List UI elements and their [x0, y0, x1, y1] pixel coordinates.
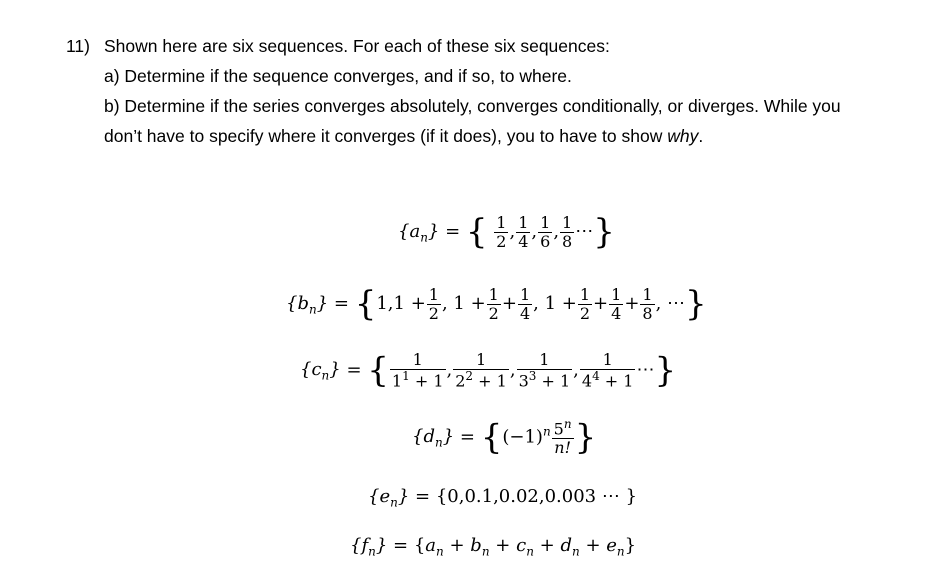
sequence-f: $\{f_n\} = \{a_n + b_n + c_n + d_n + e_n\}$ [350, 535, 637, 559]
problem-intro: Shown here are six sequences. For each of these six sequences: [104, 36, 610, 56]
sequence-c: $\{c_n\}$ = { $\frac{1}{1^1 + 1}$ , $\frac{1}{2^2 + 1}$ , $\frac{1}{3^3 + 1}$ , $\frac{1}{4^4 + 1}$ ⋯} [300, 350, 677, 391]
sequence-a: $\{a_n\}$ = { $\frac{1}{2}$ , $\frac{1}{4}$ , $\frac{1}{6}$ , $\frac{1}{8}$ ⋯} [398, 212, 615, 253]
part-b-text-line1: b) Determine if the series converges absolutely, converges conditionally, or diverges. While you [104, 96, 841, 116]
sequence-e: $\{e_n\} = \{0,0.1,0.02,0.003$ ⋯ } [368, 486, 638, 510]
part-a-text: a) Determine if the sequence converges, and if so, to where. [104, 66, 572, 86]
sequence-b: $\{b_n\} = \{1,1$ + $\frac{1}{2}$ , 1 + $\frac{1}{2}$ + $\frac{1}{4}$ , 1 + $\frac{1}{2}$ + $\frac{1}{4}$ + $\frac{1}{8}$ , ⋯} [286, 284, 707, 325]
problem-number: 11) [66, 36, 90, 56]
part-b-text-line2: don’t have to specify where it converges (if it does), you to have to show why. [104, 126, 704, 146]
sequence-d: $\{d_n\} = \{(-1)^n$ $\frac{5^n}{n!}$ } [412, 417, 597, 458]
emphasis-why: why [667, 126, 699, 146]
